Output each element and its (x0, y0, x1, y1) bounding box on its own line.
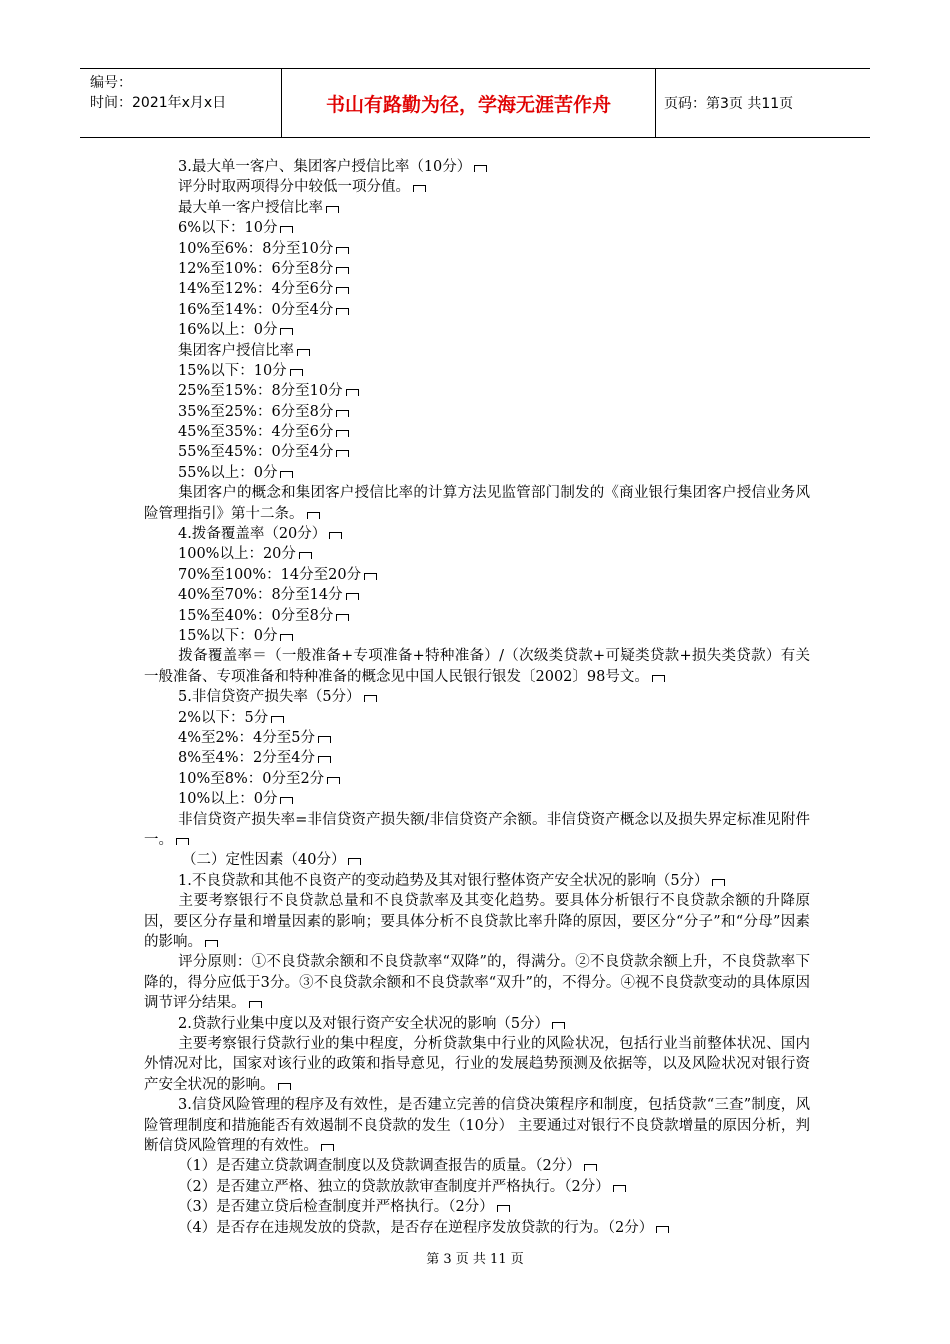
body-text: 2.贷款行业集中度以及对银行资产安全状况的影响（5分） (178, 1015, 550, 1032)
paragraph-mark-icon (348, 858, 361, 865)
paragraph-mark-icon (364, 695, 377, 702)
paragraph-mark-icon (336, 410, 349, 417)
body-text: 4.拨备覆盖率（20分） (178, 526, 327, 543)
body-text: （3）是否建立贷后检查制度并严格执行。（2分） (178, 1199, 494, 1216)
page-header (80, 68, 870, 138)
paragraph-mark-icon (346, 389, 359, 396)
body-line (144, 789, 810, 809)
body-text: 25%至15%：8分至10分 (178, 383, 343, 400)
body-line (144, 157, 810, 177)
body-text: 主要考察银行贷款行业的集中程度，分析贷款集中行业的风险状况，包括行业当前整体状况、国内外情况对比，国家对该行业的政策和指导意见，行业的发展趋势预测及依据等，以及风险状况对银行资产安全状况的影响。 (144, 1035, 810, 1093)
body-line (144, 1177, 810, 1197)
body-line (144, 748, 810, 768)
paragraph-mark-icon (656, 1226, 669, 1233)
paragraph-mark-icon (176, 838, 189, 845)
body-text: 40%至70%：8分至14分 (178, 587, 343, 604)
body-text: 6%以下：10分 (178, 220, 278, 237)
paragraph-mark-icon (318, 736, 331, 743)
paragraph-mark-icon (271, 716, 284, 723)
paragraph-mark-icon (299, 552, 312, 559)
paragraph-mark-icon (336, 247, 349, 254)
body-text: 45%至35%：4分至6分 (178, 424, 334, 441)
body-paragraph (144, 952, 810, 1013)
body-text: 15%至40%：0分至8分 (178, 607, 334, 624)
paragraph-mark-icon (326, 206, 339, 213)
paragraph-mark-icon (336, 267, 349, 274)
paragraph-mark-icon (336, 430, 349, 437)
body-line (144, 279, 810, 299)
body-line (144, 708, 810, 728)
body-line (144, 626, 810, 646)
paragraph-mark-icon (329, 532, 342, 539)
body-line (144, 524, 810, 544)
body-paragraph (144, 810, 810, 851)
paragraph-mark-icon (584, 1164, 597, 1171)
body-text: 70%至100%：14分至20分 (178, 566, 362, 583)
body-line (144, 850, 810, 870)
body-line (144, 544, 810, 564)
body-text: 评分时取两项得分中较低一项分值。 (178, 179, 410, 196)
header-page-label: 页码：第3页 共11页 (664, 96, 794, 112)
body-line (144, 463, 810, 483)
body-line (144, 871, 810, 891)
body-text: 16%至14%：0分至4分 (178, 301, 334, 318)
body-line (144, 422, 810, 442)
body-text: （二）定性因素（40分） (182, 852, 346, 869)
body-text: 55%至45%：0分至4分 (178, 444, 334, 461)
body-line (144, 606, 810, 626)
body-line (144, 1156, 810, 1176)
body-paragraph (144, 1095, 810, 1156)
paragraph-mark-icon (297, 349, 310, 356)
body-line (144, 1014, 810, 1034)
body-text: （2）是否建立严格、独立的贷款放款审查制度并严格执行。（2分） (178, 1178, 610, 1195)
paragraph-mark-icon (336, 614, 349, 621)
body-paragraph (144, 1034, 810, 1095)
paragraph-mark-icon (318, 756, 331, 763)
paragraph-mark-icon (278, 1083, 291, 1090)
body-text: 55%以上：0分 (178, 464, 278, 481)
body-text: 16%以上：0分 (178, 322, 278, 339)
body-text: 100%以上：20分 (178, 546, 296, 563)
paragraph-mark-icon (413, 185, 426, 192)
body-line (144, 402, 810, 422)
header-info-cell (80, 69, 282, 137)
paragraph-mark-icon (307, 512, 320, 519)
paragraph-mark-icon (280, 471, 293, 478)
paragraph-mark-icon (497, 1205, 510, 1212)
paragraph-mark-icon (280, 226, 293, 233)
document-body (144, 157, 810, 1238)
body-line (144, 361, 810, 381)
body-line (144, 442, 810, 462)
paragraph-mark-icon (249, 1001, 262, 1008)
body-paragraph (144, 646, 810, 687)
body-line (144, 300, 810, 320)
body-line (144, 218, 810, 238)
page-footer: 第 3 页 共 11 页 (426, 1252, 524, 1267)
body-line (144, 341, 810, 361)
body-line (144, 728, 810, 748)
paragraph-mark-icon (336, 450, 349, 457)
body-text: 最大单一客户授信比率 (178, 199, 323, 216)
paragraph-mark-icon (321, 1144, 334, 1151)
body-text: 15%以下：10分 (178, 362, 287, 379)
body-text: 10%以上：0分 (178, 791, 278, 808)
body-line (144, 687, 810, 707)
body-text: 8%至4%：2分至4分 (178, 750, 315, 767)
body-text: 10%至6%：8分至10分 (178, 240, 334, 257)
body-line (144, 239, 810, 259)
body-text: 14%至12%：4分至6分 (178, 281, 334, 298)
body-text: （4）是否存在违规发放的贷款，是否存在逆程序发放贷款的行为。（2分） (178, 1219, 654, 1236)
body-line (144, 198, 810, 218)
body-text: 拨备覆盖率＝（一般准备+专项准备+特种准备）/（次级类贷款+可疑类贷款+损失类贷款）有关一般准备、专项准备和特种准备的概念见中国人民银行银发〔2002〕98号文。 (144, 648, 810, 685)
body-text: 集团客户授信比率 (178, 342, 294, 359)
paragraph-mark-icon (364, 573, 377, 580)
body-line (144, 177, 810, 197)
body-line (144, 769, 810, 789)
body-line (144, 565, 810, 585)
body-text: 2%以下：5分 (178, 709, 269, 726)
paragraph-mark-icon (712, 879, 725, 886)
paragraph-mark-icon (327, 777, 340, 784)
body-text: 5.非信贷资产损失率（5分） (178, 689, 361, 706)
body-text: 主要考察银行不良贷款总量和不良贷款率及其变化趋势。要具体分析银行不良贷款余额的升降原因，要区分存量和增量因素的影响；要具体分析不良贷款比率升降的原因，要区分“分子”和“分母”因素的影响。 (144, 893, 810, 950)
paragraph-mark-icon (346, 593, 359, 600)
body-text: 10%至8%：0分至2分 (178, 770, 325, 787)
body-text: 15%以下：0分 (178, 628, 278, 645)
paragraph-mark-icon (336, 308, 349, 315)
body-line (144, 1218, 810, 1238)
body-line (144, 320, 810, 340)
body-text: （1）是否建立贷款调查制度以及贷款调查报告的质量。（2分） (178, 1158, 581, 1175)
paragraph-mark-icon (336, 287, 349, 294)
body-text: 非信贷资产损失率=非信贷资产损失额/非信贷资产余额。非信贷资产概念以及损失界定标准见附件一。 (144, 811, 810, 848)
paragraph-mark-icon (552, 1022, 565, 1029)
body-line (144, 1197, 810, 1217)
paragraph-mark-icon (474, 165, 487, 172)
body-line (144, 381, 810, 401)
paragraph-mark-icon (205, 940, 218, 947)
header-motto: 书山有路勤为径，学海无涯苦作舟 (282, 69, 656, 137)
body-line (144, 585, 810, 605)
body-text: 4%至2%：4分至5分 (178, 730, 315, 746)
body-text: 12%至10%：6分至8分 (178, 260, 334, 277)
paragraph-mark-icon (280, 328, 293, 335)
body-paragraph (144, 891, 810, 952)
body-paragraph (144, 483, 810, 524)
date-label: 时间：2021年x月x日 (90, 95, 227, 111)
paragraph-mark-icon (280, 797, 293, 804)
body-text: 3.最大单一客户、集团客户授信比率（10分） (178, 159, 472, 175)
body-text: 3.信贷风险管理的程序及有效性，是否建立完善的信贷决策程序和制度，包括贷款“三查”制度，风险管理制度和措施能否有效遏制不良贷款的发生（10分） 主要通过对银行不良贷款增量的原因分析，判断信贷风险管理的有效性。 (144, 1097, 810, 1155)
paragraph-mark-icon (652, 675, 665, 682)
body-text: 评分原则：①不良贷款余额和不良贷款率“双降”的，得满分。②不良贷款余额上升，不良贷款率下降的，得分应低于3分。③不良贷款余额和不良贷款率“双升”的，不得分。④视不良贷款变动的具体原因调节评分结果。 (144, 954, 810, 1012)
body-text: 1.不良贷款和其他不良资产的变动趋势及其对银行整体资产安全状况的影响（5分） (178, 872, 709, 889)
code-label: 编号： (90, 75, 132, 91)
paragraph-mark-icon (280, 634, 293, 641)
body-text: 35%至25%：6分至8分 (178, 403, 334, 420)
body-line (144, 259, 810, 279)
body-text: 集团客户的概念和集团客户授信比率的计算方法见监管部门制发的《商业银行集团客户授信业务风险管理指引》第十二条。 (144, 485, 810, 522)
paragraph-mark-icon (290, 369, 303, 376)
paragraph-mark-icon (613, 1185, 626, 1192)
